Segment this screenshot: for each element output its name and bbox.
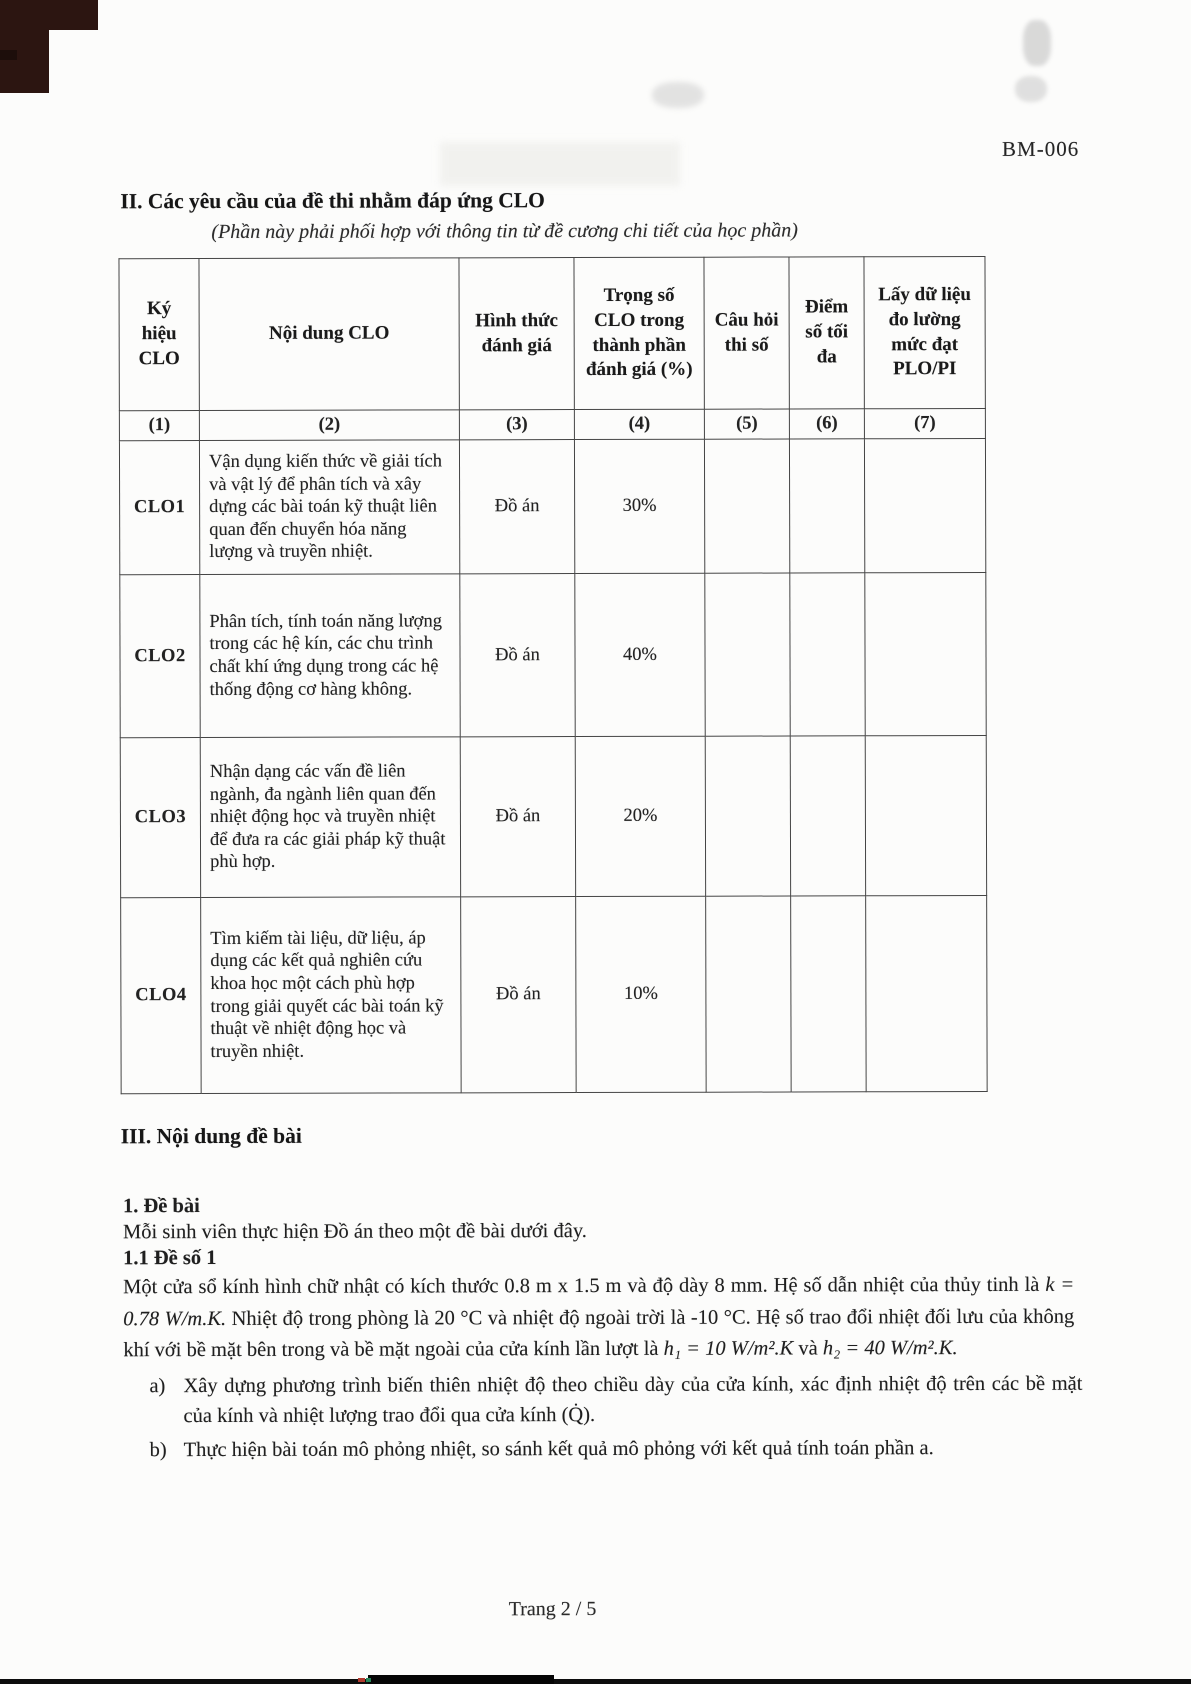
column-number: (3)	[459, 410, 574, 440]
header-clo-code: Ký hiệu CLO	[119, 259, 199, 411]
formula-h2: h₂ = 40 W/m².K.	[822, 1337, 958, 1360]
problem-text: Nhiệt độ trong phòng là 20 °C và nhiệt độ ngoài trời là -10 °C. Hệ số trao đổi nhiệt đối lưu của không khí với bề mặt bên trong và bề mặt ngoài của cửa kính lần lượt là	[123, 1305, 1075, 1362]
table-column-number-row	[119, 408, 985, 440]
max-score	[790, 736, 865, 896]
problem-task-list	[149, 1368, 1082, 1466]
question-number	[704, 439, 789, 573]
task-text: Xây dựng phương trình biến thiên nhiệt độ theo chiều dày của cửa kính, xác định nhiệt độ trên các bề mặt của kính và nhiệt lượng trao đổi qua cửa kính (Q̇).	[183, 1372, 1083, 1428]
header-clo-content: Nội dung CLO	[199, 258, 459, 411]
question-number	[705, 736, 790, 896]
table-row-clo4	[121, 895, 988, 1093]
column-number: (2)	[199, 410, 459, 441]
clo-content: Tìm kiếm tài liệu, dữ liệu, áp dụng các kết quả nghiên cứu khoa học một cách phù hợp trong giải quyết các bài toán kỹ thuật về nhiệt động học và truyền nhiệt.	[201, 897, 462, 1094]
column-number: (1)	[119, 411, 199, 441]
formula-conductivity: k = 0.78 W/m.K.	[123, 1273, 1075, 1330]
formula-h1: h₁ = 10 W/m².K	[663, 1337, 794, 1360]
task-label: a)	[149, 1374, 166, 1397]
subsection-1-heading: 1. Đề bài	[122, 1195, 200, 1218]
section-2-note: (Phần này phải phối hợp với thông tin từ đề cương chi tiết của học phần)	[211, 219, 798, 244]
task-label: b)	[149, 1439, 167, 1462]
header-clo-weight: Trọng số CLO trong thành phần đánh giá (%)	[574, 257, 704, 409]
clo-code: CLO2	[120, 575, 200, 738]
clo-requirements-table	[118, 256, 987, 1094]
assessment-form: Đồ án	[460, 574, 575, 737]
table-header-row	[119, 256, 985, 410]
table-row-clo3	[120, 735, 986, 897]
header-plo-measure: Lấy dữ liệu đo lường mức đạt PLO/PI	[864, 256, 985, 408]
section-2-heading: II. Các yêu cầu của đề thi nhằm đáp ứng CLO	[120, 188, 545, 214]
header-max-score: Điểm số tối đa	[789, 257, 864, 409]
assessment-form: Đồ án	[459, 440, 574, 574]
column-number: (6)	[789, 409, 864, 439]
clo-content: Vận dụng kiến thức về giải tích và vật lý để phân tích và xây dựng các bài toán kỹ thuật liên quan đến chuyển hóa năng lượng và truyền nhiệt.	[199, 440, 459, 575]
problem-text: và	[793, 1337, 823, 1360]
task-item-a	[149, 1368, 1082, 1432]
table-row-clo2	[120, 572, 986, 737]
subsection-1-1-heading: 1.1 Đề số 1	[123, 1246, 217, 1270]
clo-weight: 20%	[575, 736, 705, 896]
problem-text: Một cửa sổ kính hình chữ nhật có kích thước 0.8 m x 1.5 m và độ dày 8 mm. Hệ số dẫn nhiệt của thủy tinh là	[123, 1273, 1046, 1299]
plo-measure	[864, 438, 985, 572]
clo-weight: 40%	[575, 573, 705, 736]
clo-weight: 10%	[576, 896, 707, 1092]
form-code: BM-006	[1001, 136, 1080, 161]
plo-measure	[866, 895, 988, 1091]
clo-code: CLO4	[121, 898, 202, 1094]
max-score	[789, 439, 864, 573]
problem-statement-paragraph	[123, 1270, 1074, 1367]
question-number	[706, 896, 792, 1092]
column-number: (7)	[864, 408, 985, 438]
plo-measure	[865, 735, 986, 895]
max-score	[790, 573, 865, 736]
page-number-footer: Trang 2 / 5	[508, 1598, 597, 1621]
header-assessment-form: Hình thức đánh giá	[459, 258, 574, 410]
clo-code: CLO3	[120, 738, 200, 898]
clo-code: CLO1	[119, 441, 199, 575]
max-score	[791, 896, 867, 1092]
task-text: Thực hiện bài toán mô phỏng nhiệt, so sánh kết quả mô phỏng với kết quả tính toán phần a.	[183, 1437, 934, 1462]
column-number: (5)	[704, 409, 789, 439]
section-3-heading: III. Nội dung đề bài	[120, 1123, 302, 1149]
assessment-form: Đồ án	[461, 897, 577, 1093]
header-question-number: Câu hỏi thi số	[704, 257, 789, 409]
plo-measure	[865, 572, 986, 735]
column-number: (4)	[574, 409, 704, 439]
assignment-intro-paragraph: Mỗi sinh viên thực hiện Đồ án theo một đề bài dưới đây.	[122, 1220, 587, 1244]
clo-weight: 30%	[574, 439, 704, 573]
task-item-b	[150, 1433, 1083, 1466]
clo-content: Nhận dạng các vấn đề liên ngành, đa ngành liên quan đến nhiệt động học và truyền nhiệt để đưa ra các giải pháp kỹ thuật phù hợp.	[200, 737, 460, 898]
table-row-clo1	[119, 438, 985, 574]
assessment-form: Đồ án	[460, 737, 575, 897]
clo-content: Phân tích, tính toán năng lượng trong các hệ kín, các chu trình chất khí ứng dụng trong các hệ thống động cơ hàng không.	[200, 574, 460, 738]
question-number	[705, 573, 790, 736]
